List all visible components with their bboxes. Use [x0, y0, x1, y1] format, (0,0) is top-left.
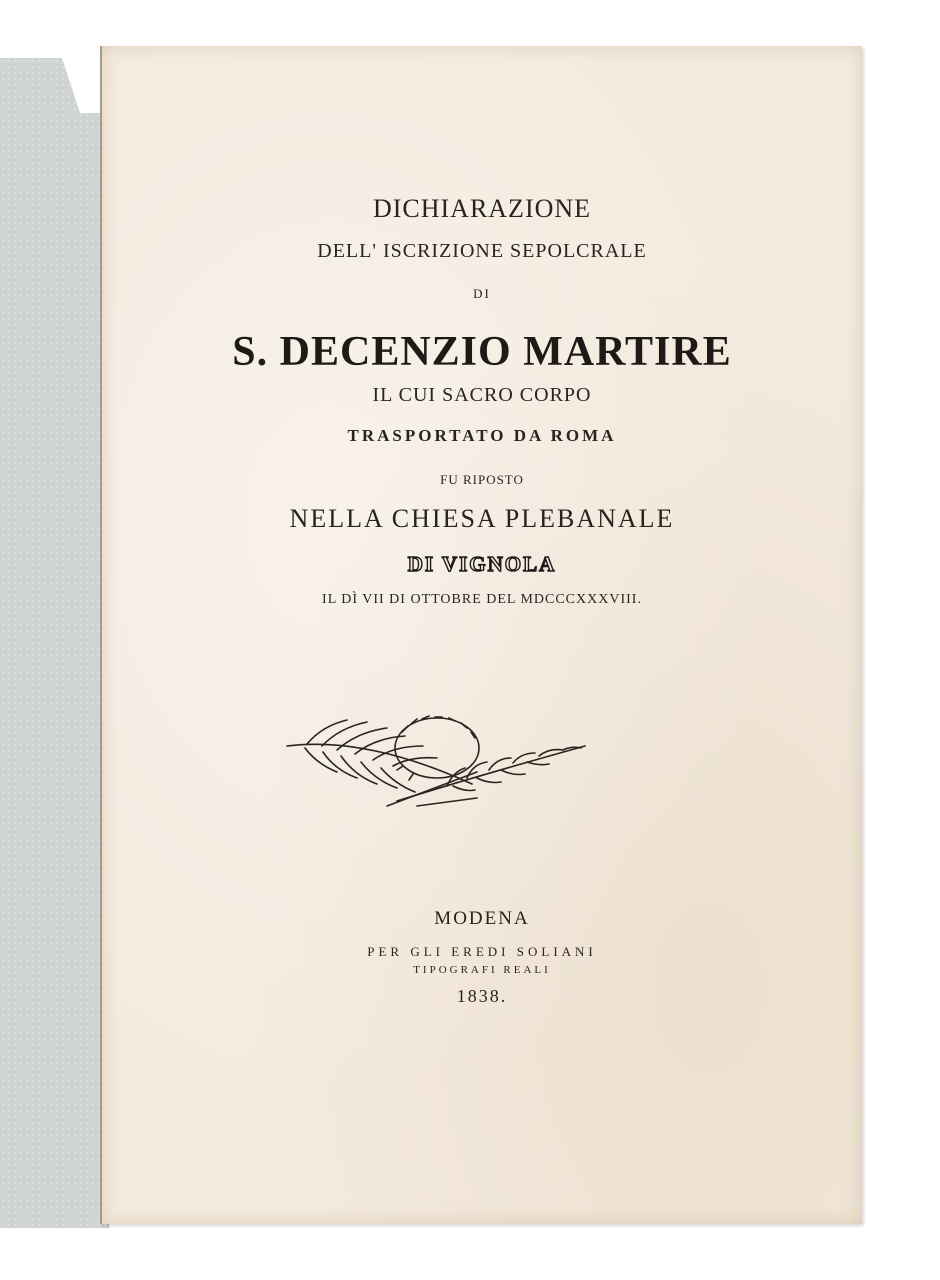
palm-and-laurel-wreath-icon: [277, 706, 592, 816]
saint-name: S. DECENZIO MARTIRE: [232, 329, 732, 375]
book-subtitle: DELL' ISCRIZIONE SEPOLCRALE: [317, 240, 647, 262]
imprint-printer-title: TIPOGRAFI REALI: [413, 964, 551, 976]
imprint-year: 1838.: [456, 986, 508, 1006]
book-title: DICHIARAZIONE: [372, 194, 592, 223]
title-page: [100, 46, 862, 1224]
sacred-body-line: IL CUI SACRO CORPO: [372, 384, 592, 406]
date-line: IL DÌ VII DI OTTOBRE DEL MDCCCXXXVIII.: [322, 592, 642, 607]
placed-line: FU RIPOSTO: [440, 472, 524, 487]
transported-line: TRASPORTATO DA ROMA: [347, 426, 617, 445]
imprint-printer: PER GLI EREDI SOLIANI: [367, 944, 597, 959]
town-line: DI VIGNOLA: [407, 552, 557, 576]
book-cover-edge: [0, 58, 109, 1228]
church-line: NELLA CHIESA PLEBANALE: [289, 504, 675, 533]
preposition-di: DI: [473, 286, 491, 301]
imprint-city: MODENA: [434, 908, 530, 929]
